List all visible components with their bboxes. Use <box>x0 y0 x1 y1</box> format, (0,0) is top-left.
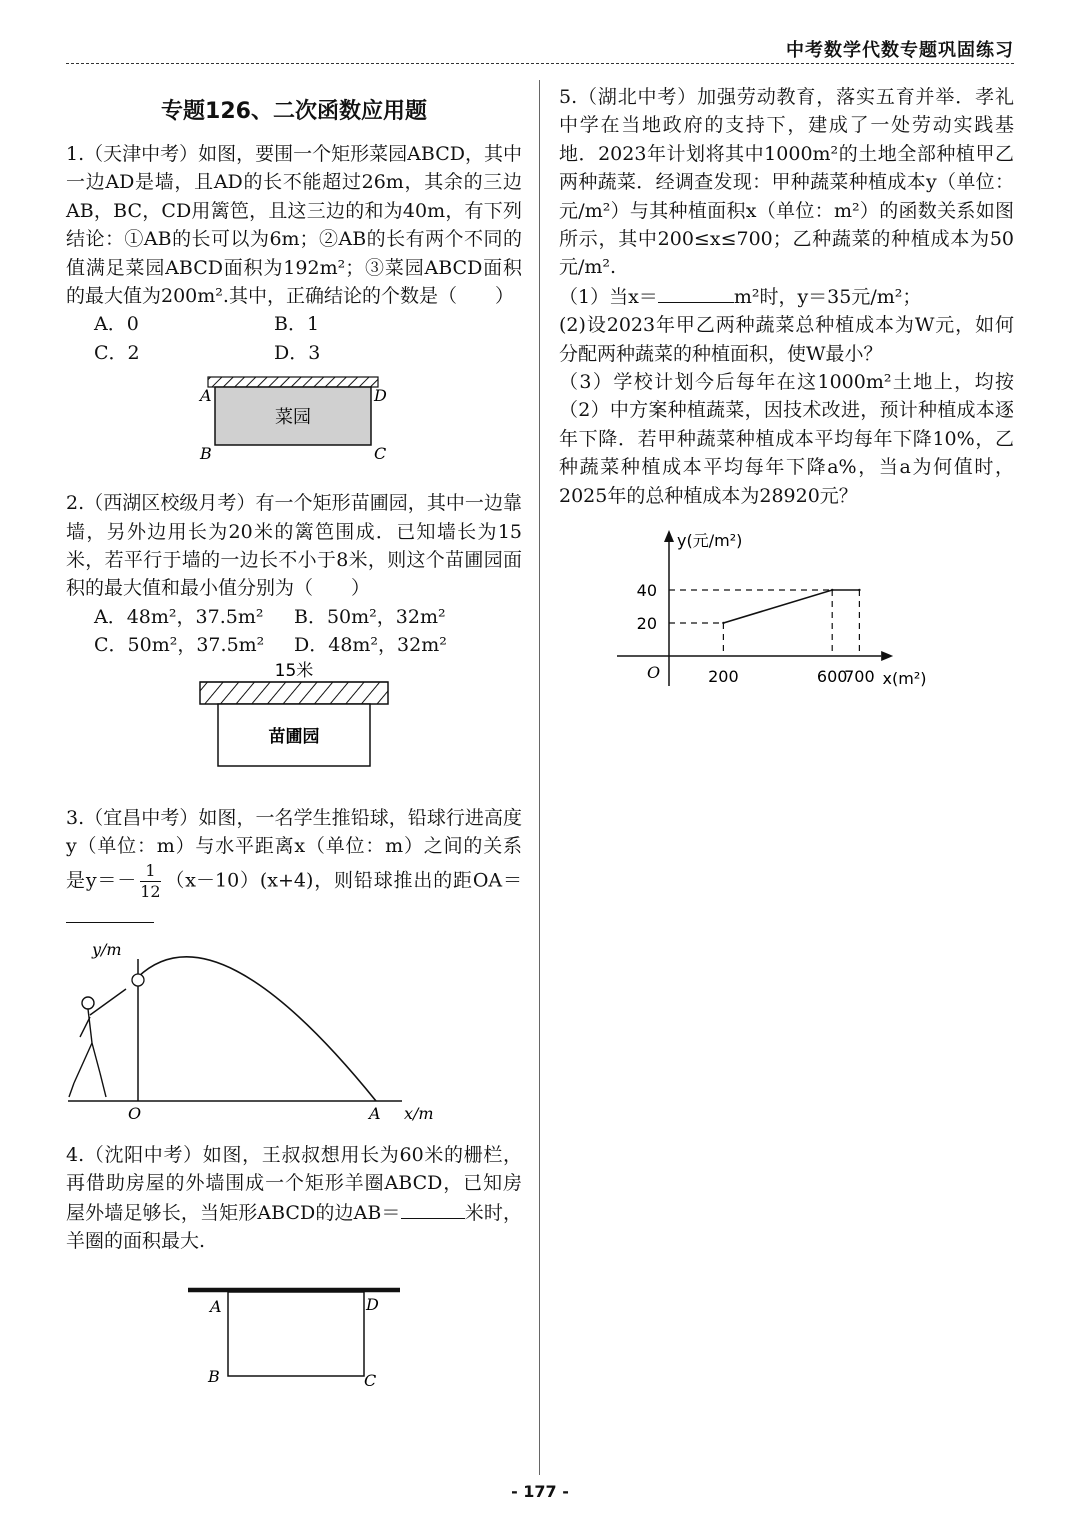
q4-point-d: D <box>366 1294 379 1314</box>
q5-point-700 <box>858 589 860 591</box>
q5-x-axis-label: x(m²) <box>882 669 927 689</box>
q2-figure-nursery <box>194 660 394 778</box>
q5-y-tick-20: 20 <box>636 614 657 634</box>
q2-nursery-label: 苗圃园 <box>268 726 320 747</box>
q5-x-tick-600: 600 <box>816 667 848 687</box>
q3-origin-label: O <box>128 1103 142 1123</box>
q5-y-tick-40: 40 <box>636 581 657 601</box>
q2-option-c: C．50m²，37.5m² <box>94 634 265 657</box>
q5-answer-blank <box>658 282 734 303</box>
q2-options-row1 <box>66 603 522 631</box>
q1-option-a: A．0 <box>94 313 139 336</box>
q4-point-b: B <box>208 1366 220 1386</box>
q5-y-axis-arrow <box>664 530 674 542</box>
q5-y-axis-label: y(元/m²) <box>677 531 743 551</box>
q5-x-tick-700: 700 <box>844 667 875 687</box>
q3-y-axis-label: y/m <box>92 939 122 959</box>
header-divider <box>66 63 1014 64</box>
q2-wall <box>200 682 388 704</box>
q2-option-b: B．50m²，32m² <box>294 605 446 628</box>
q5-part1-a: （1）当x＝ <box>559 285 658 308</box>
q2-option-a: A．48m²，37.5m² <box>94 605 264 628</box>
q2-text: 2.（西湖区校级月考）有一个矩形苗圃园，其中一边靠墙，另外边用长为20米的篱笆围成．已知墙长为15米，若平行于墙的一边长不小于8米，则这个苗圃园面积的最大值和最小值分别为（ ） <box>66 492 522 600</box>
q4-text-b: 米时，羊圈的面积最大. <box>66 1201 522 1253</box>
q2-wall-length-label: 15米 <box>274 660 314 681</box>
q5-part2: (2)设2023年甲乙两种蔬菜总种植成本为W元，如何分配两种蔬菜的种植面积，使W最小？ <box>559 314 1014 365</box>
running-header: 中考数学代数专题巩固练习 <box>786 40 1014 61</box>
q1-text: 1.（天津中考）如图，要围一个矩形菜园ABCD，其中一边AD是墙，且AD的长不能超过26m，其余的三边AB，BC，CD用篱笆，且这三边的和为40m，有下列结论：①AB的长可以为6m；②AB的长有两个不同的值满足菜园ABCD面积为192m²；③菜园ABCD面积的最大值为200m².其中，正确结论的个数是（ ） <box>66 143 522 308</box>
q3-x-axis-label: x/m <box>404 1103 434 1123</box>
q4-point-c: C <box>364 1370 377 1390</box>
q3-shot-ball <box>132 974 144 986</box>
q3-trajectory-curve <box>138 957 376 1101</box>
q2-options-row2 <box>66 631 522 659</box>
q5-intro: 5.（湖北中考）加强劳动教育，落实五育并举．孝礼中学在当地政府的支持下，建成了一处劳动实践基地．2023年计划将其中1000m²的土地全部种植甲乙两种蔬菜．经调查发现：甲种蔬菜种植成本y（单位：元/m²）与其种植面积x（单位：m²）的函数关系如图所示，其中200≤x≤700；乙种蔬菜的种植成本为50元/m². <box>559 86 1014 279</box>
q1-options-row1 <box>66 310 522 338</box>
q3-fraction-denominator: 12 <box>140 881 161 901</box>
q5-guides <box>669 590 859 656</box>
q4-text <box>66 1141 522 1256</box>
q1-option-c: C．2 <box>94 341 140 364</box>
q5-part3: （3）学校计划今后每年在这1000m²土地上，均按（2）中方案种植蔬菜，因技术改进，预计种植成本逐年下降．若甲种蔬菜种植成本平均每年下降10%，乙种蔬菜种植成本平均每年下降a%，当a为何值时，2025年的总种植成本为28920元？ <box>559 371 1014 507</box>
q5-x-axis-arrow <box>881 651 893 661</box>
q3-point-a: A <box>369 1103 381 1123</box>
q5-cost-chart <box>559 524 1014 704</box>
q3-text <box>66 804 522 931</box>
q5-origin-label: O <box>647 663 661 683</box>
q1-point-b: B <box>200 444 212 464</box>
q3-figure-shot-put <box>66 933 522 1123</box>
q5-series-line <box>723 590 859 623</box>
q1-garden-label: 菜园 <box>275 407 311 429</box>
q5-point-200 <box>722 622 724 624</box>
q4-point-a: A <box>210 1296 222 1316</box>
q5-point-600 <box>831 589 833 591</box>
q2-option-d: D．48m²，32m² <box>294 634 447 657</box>
q3-text-a: 3.（宜昌中考）如图，一名学生推铅球，铅球行进高度y（单位：m）与水平距离x（单位：m）之间的关系是y＝－ <box>66 806 522 891</box>
q1-option-b: B．1 <box>274 313 320 336</box>
q3-fraction <box>140 861 160 902</box>
q5-x-tick-200: 200 <box>708 667 739 687</box>
q4-pen-rect <box>228 1292 364 1376</box>
q3-fraction-numerator: 1 <box>140 861 160 882</box>
right-column <box>559 83 1014 704</box>
q1-options-row2 <box>66 339 522 367</box>
page-number: - 177 - <box>511 1482 569 1501</box>
q5-part1-b: m²时，y＝35元/m²； <box>733 285 922 308</box>
q1-point-a: A <box>200 386 212 406</box>
q4-figure-sheep-pen <box>66 1282 522 1422</box>
q1-point-c: C <box>374 444 387 464</box>
q3-text-b: （x－10）(x+4)，则铅球推出的距OA＝ <box>164 869 522 891</box>
q1-option-d: D．3 <box>274 341 321 364</box>
q1-figure-vegetable-garden <box>184 369 404 469</box>
column-divider <box>539 80 540 1475</box>
q5-part1 <box>559 282 1014 311</box>
q3-student-figure <box>69 989 126 1097</box>
q1-wall <box>208 377 378 387</box>
page-title: 专题126、二次函数应用题 <box>161 99 427 124</box>
q3-answer-blank <box>66 902 154 923</box>
q4-text-a: 4.（沈阳中考）如图，王叔叔想用长为60米的栅栏，再借助房屋的外墙围成一个矩形羊圈ABCD，已知房屋外墙足够长，当矩形ABCD的边AB＝ <box>66 1143 522 1224</box>
q4-answer-blank <box>401 1198 465 1219</box>
left-column <box>66 92 522 1422</box>
q1-point-d: D <box>374 386 387 406</box>
